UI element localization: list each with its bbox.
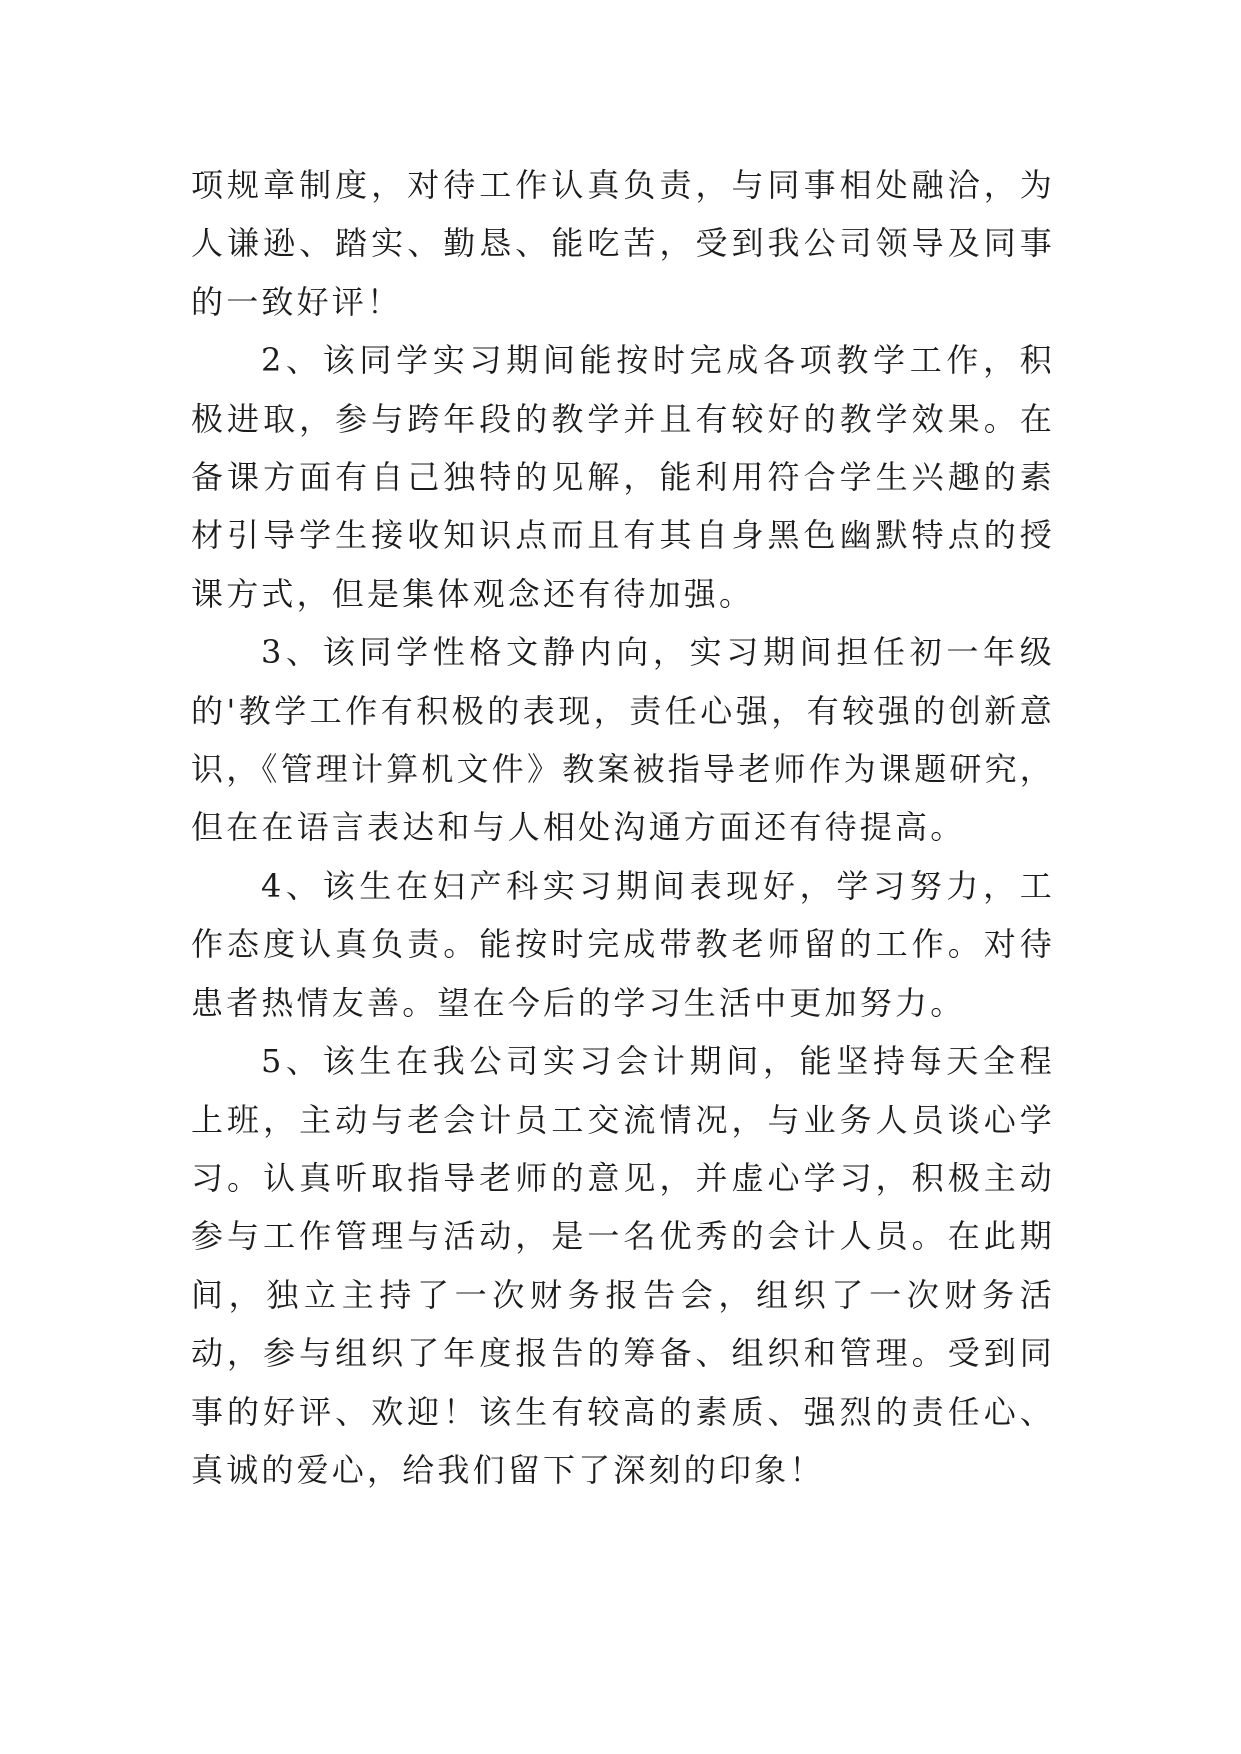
paragraph-item-4: 4、该生在妇产科实习期间表现好，学习努力，工作态度认真负责。能按时完成带教老师留的工作。对待患者热情友善。望在今后的学习生活中更加努力。 [191,866,1055,1022]
paragraph-continuation: 项规章制度，对待工作认真负责，与同事相处融洽，为人谦逊、踏实、勤恳、能吃苦，受到我公司领导及同事的一致好评！ [191,166,1055,321]
paragraph-item-2: 2、该同学实习期间能按时完成各项教学工作，积极进取，参与跨年段的教学并且有较好的教学效果。在备课方面有自己独特的见解，能利用符合学生兴趣的素材引导学生接收知识点而且有其自身黑色幽默特点的授课方式，但是集体观念还有待加强。 [191,341,1055,613]
paragraph-item-5: 5、该生在我公司实习会计期间，能坚持每天全程上班，主动与老会计员工交流情况，与业务人员谈心学习。认真听取指导老师的意见，并虚心学习，积极主动参与工作管理与活动，是一名优秀的会计人员。在此期间，独立主持了一次财务报告会，组织了一次财务活动，参与组织了年度报告的筹备、组织和管理。受到同事的好评、欢迎！该生有较高的素质、强烈的责任心、真诚的爱心，给我们留下了深刻的印象！ [191,1042,1055,1489]
document-body [191,156,1055,1499]
paragraph-item-3: 3、该同学性格文静内向，实习期间担任初一年级的'教学工作有积极的表现，责任心强，有较强的创新意识，《管理计算机文件》教案被指导老师作为课题研究，但在在语言表达和与人相处沟通方面还有待提高。 [191,633,1056,847]
